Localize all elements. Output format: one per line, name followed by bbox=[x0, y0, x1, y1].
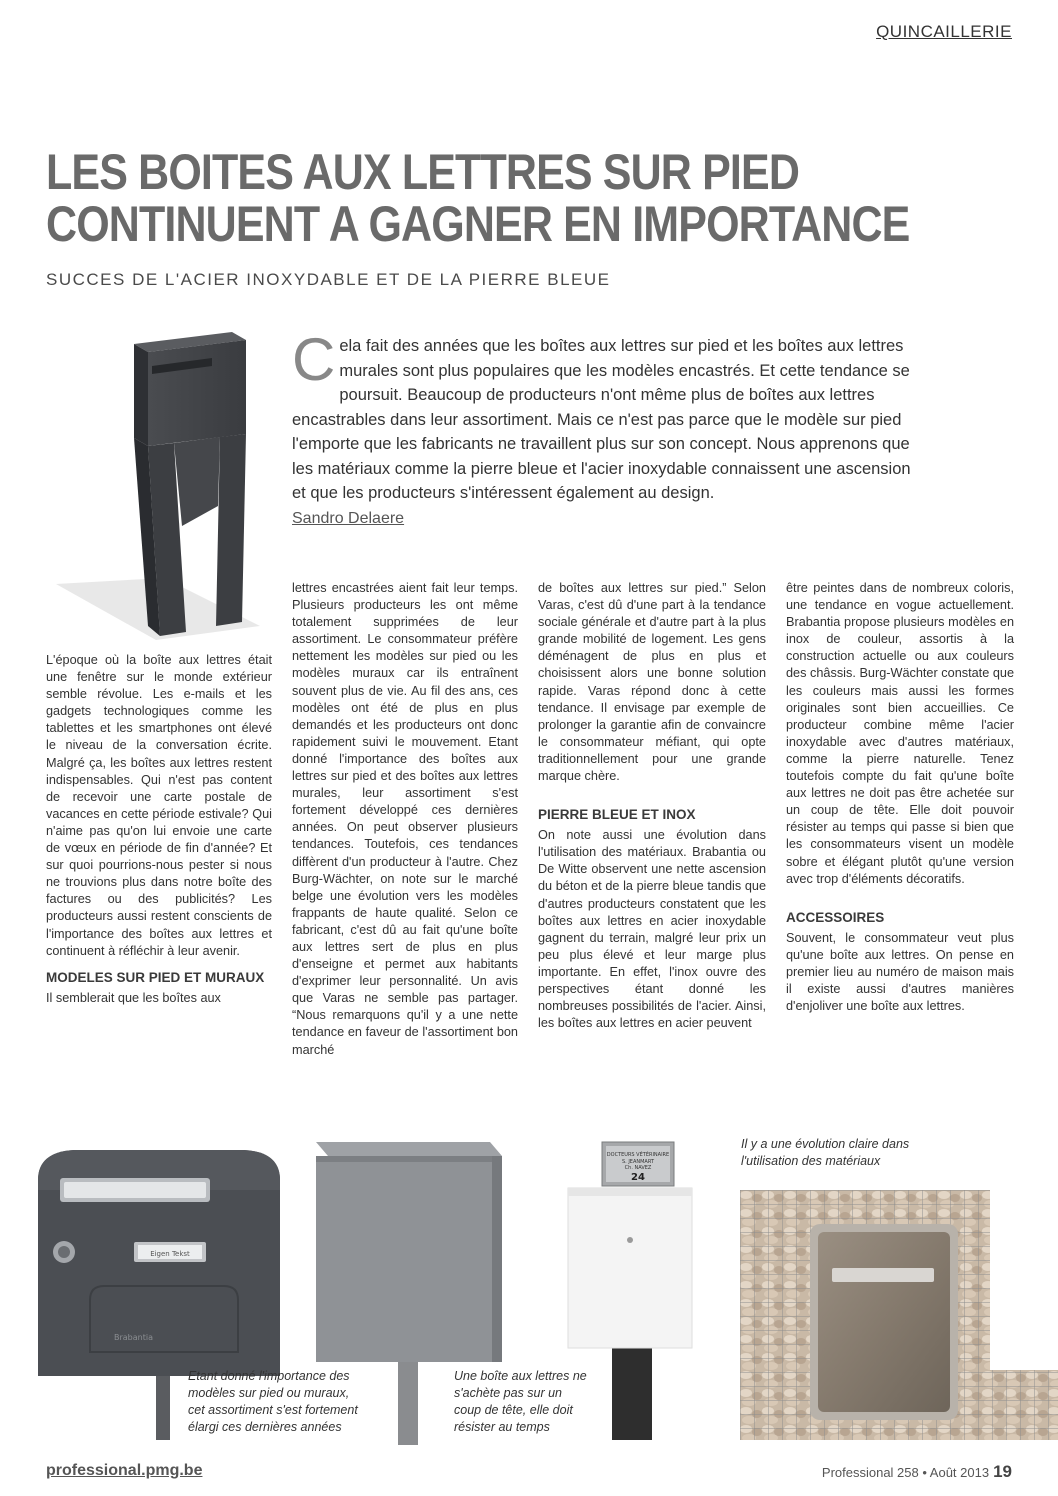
article-column-3 bbox=[538, 580, 766, 1032]
footer-website: professional.pmg.be bbox=[46, 1462, 203, 1479]
column-4-paragraph-1: être peintes dans de nombreux coloris, une tendance en vogue actuellement. Brabantia propose plusieurs modèles en inox de couleur, assortis à la construction actuelle ou aux couleurs des châssis. Burg-Wächter constate que les couleurs mais aussi les formes originales sont bien accueillies. Ce producteur combine même l'acier inoxydable avec d'autres matériaux, comme la pierre naturelle. Tenez toutefois compte du fait qu'une boîte aux lettres ne doit pas être achetée sur un coup de tête. Elle doit pouvoir résister au temps qui passe si bien que les consommateurs visent un modèle sobre et élégant plutôt qu'une version avec trop d'éléments décoratifs. bbox=[786, 581, 1014, 886]
heading-pierre-bleue-inox: PIERRE BLEUE ET INOX bbox=[538, 807, 696, 823]
column-4-paragraph-2: Souvent, le consommateur veut plus qu'une boîte aux lettres. On pense en premier lieu au numéro de maison mais il existe aussi d'autres manières d'enjoliver une boîte aux lettres. bbox=[786, 930, 1014, 1014]
section-label: QUINCAILLERIE bbox=[876, 22, 1012, 41]
heading-modeles-sur-pied: MODELES SUR PIED ET MURAUX bbox=[46, 969, 265, 985]
column-3-paragraph-1: de boîtes aux lettres sur pied.” Selon Varas, c'est dû d'une part à la tendance sociale générale et d'autre part à la plus grande mobilité de logement. Les gens déménagent de plus en plus et choisissent alors une bonne solution rapide. Varas répond donc à cette tendance. Il envisage par exemple de prolonger la garantie afin de convaincre le consommateur méfiant, qui opte traditionnellement pour une grande marque chère. bbox=[538, 581, 766, 784]
article-subtitle: SUCCES DE L'ACIER INOXYDABLE ET DE LA PIERRE BLEUE bbox=[46, 270, 611, 289]
house-number: 24 bbox=[631, 1172, 645, 1183]
column-1-paragraph-2: Il semblerait que les boîtes aux bbox=[46, 990, 221, 1005]
caption-1: Etant donné l'importance des modèles sur pied ou muraux, cet assortiment s'est fortement élargi ces dernières années bbox=[188, 1369, 358, 1434]
caption-2: Une boîte aux lettres ne s'achète pas sur un coup de tête, elle doit résister au temps bbox=[454, 1369, 587, 1434]
plate-line-2: S. JEANMART bbox=[621, 1159, 655, 1165]
plate-line-1: DOCTEURS VÉTÉRINAIRE bbox=[606, 1152, 670, 1158]
column-3-paragraph-2: On note aussi une évolution dans l'utilisation des matériaux. Brabantia ou De Witte observent une nette ascension du béton et de la pierre bleue tandis que d'autres producteurs constatent que les boîtes aux lettres en acier inoxydable gagnent du terrain, malgré leur prix un peu plus élevé et leur marge plus importante. En effet, l'inox ouvre des perspectives étant donné les nombreuses possibilités de l'acier. Ainsi, les boîtes aux lettres en acier peuvent bbox=[538, 828, 766, 1031]
article-title bbox=[46, 144, 910, 252]
column-2-paragraph-1: lettres encastrées aient fait leur temps. Plusieurs producteurs les ont même totalement supprimées de leur assortiment. Le consommateur préfère nettement les modèles sur pied ou les modèles muraux car ils entraînent souvent plus de vie. Au fil des ans, ces modèles ont été de plus en plus demandés et les producteurs ont donc rapidement suivi le mouvement. Etant donné l'importance des boîtes aux lettres sur pied et des boîtes aux lettres murales, leur assortiment s'est fortement développé ces dernières années. On peut observer plusieurs tendances. Toutefois, ces tendances diffèrent d'un producteur à l'autre. Chez Burg-Wächter, on note sur le marché belge une évolution vers les modèles frappants de haute qualité. Selon ce fabricant, c'est dû au fait qu'une boîte aux lettres sert de plus en plus d'enseigne et permet aux habitants d'exprimer leur personnalité. Un avis que Varas ne semble pas partager. “Nous remarquons qu'il y a une nette tendance en faveur de l'assortiment bon marché bbox=[292, 581, 518, 1057]
article-title-line-1: LES BOITES AUX LETTRES SUR PIED bbox=[46, 144, 800, 200]
footer-issue bbox=[822, 1462, 1012, 1482]
drop-cap: C bbox=[292, 326, 336, 393]
intro-text: ela fait des années que les boîtes aux lettres sur pied et les boîtes aux lettres murales sont plus populaires que les modèles encastrés. Et cette tendance se poursuit. Beaucoup de producteurs n'ont même plus de boîtes aux lettres encastrables dans leur assortiment. Mais ce n'est pas parce que le modèle sur pied l'emporte que les fabricants ne travaillent plus sur son concept. Nous apprenons que les matériaux comme la pierre bleue et l'acier inoxydable connaissent une ascension et que les producteurs s'intéressent également au design. bbox=[292, 337, 911, 502]
article-column-2 bbox=[292, 580, 518, 1059]
pedestal-mailbox-photo bbox=[36, 326, 261, 646]
article-column-1 bbox=[46, 652, 272, 1007]
article-title-line-2: CONTINUENT A GAGNER EN IMPORTANCE bbox=[46, 196, 910, 252]
brand-logo-text: Brabantia bbox=[114, 1333, 153, 1342]
author-byline: Sandro Delaere bbox=[292, 510, 405, 527]
page-number: 19 bbox=[993, 1462, 1012, 1481]
name-tag-text: Eigen Tekst bbox=[150, 1250, 190, 1258]
heading-accessoires: ACCESSOIRES bbox=[786, 909, 885, 925]
footer-issue-text: Professional 258 • Août 2013 bbox=[821, 1465, 990, 1480]
intro-paragraph bbox=[292, 326, 912, 506]
caption-3: Il y a une évolution claire dans l'utilisation des matériaux bbox=[741, 1137, 910, 1168]
plate-line-3: Ch. NAVEZ bbox=[624, 1165, 652, 1171]
gabion-mailbox-photo bbox=[740, 1190, 1058, 1440]
article-column-4 bbox=[786, 580, 1014, 1015]
column-1-paragraph-1: L'époque où la boîte aux lettres était une fenêtre sur le monde extérieur semble révolue. Les e-mails et les gadgets technologiques comme les tablettes et les smartphones ont élevé le niveau de la conversation écrite. Malgré ça, les boîtes aux lettres restent indispensables. Qui n'est pas content de recevoir une carte postale de vacances en cette période estivale? Qui n'aime pas qu'on lui envoie une carte de vœux en période de fin d'année? Et sur quoi pourrions-nous pester si nous ne trouvions plus dans notre boîte des factures ou des publicités? Les producteurs aussi restent conscients de l'importance des boîtes aux lettres et continuent à réfléchir à leur avenir. bbox=[46, 653, 272, 958]
